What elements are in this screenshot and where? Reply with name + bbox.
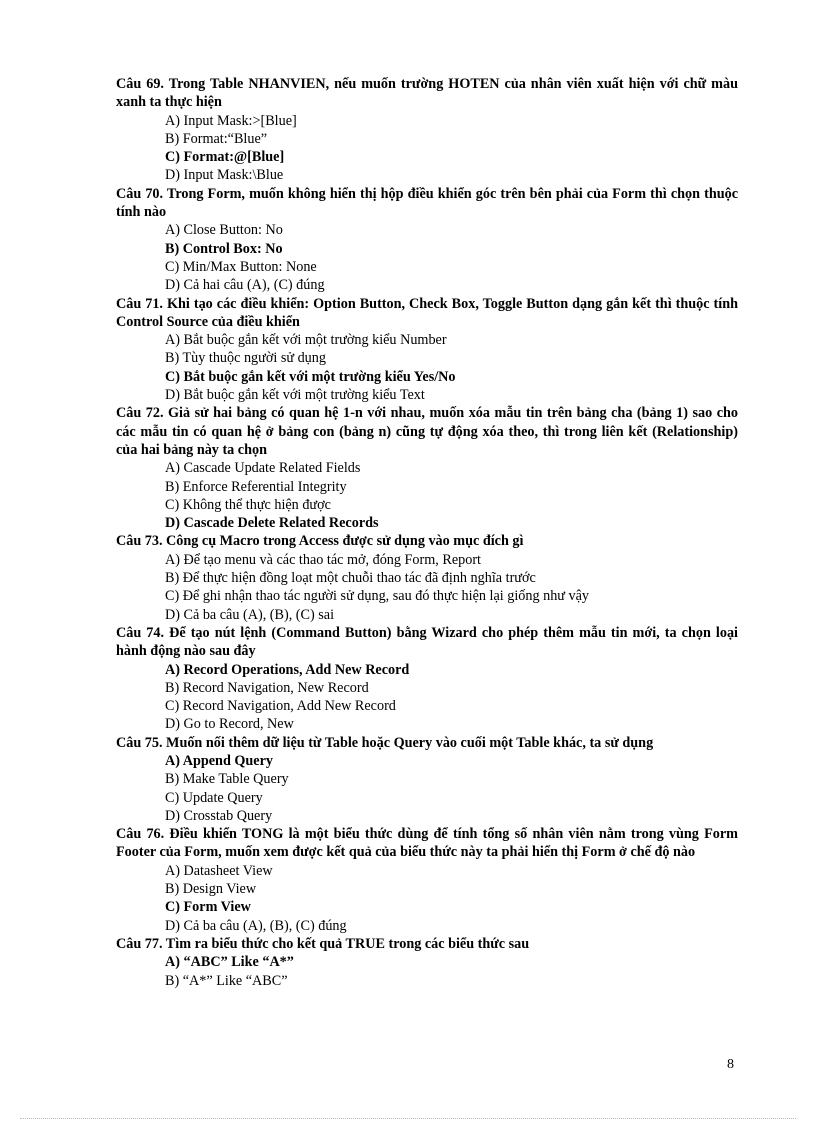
answer-option-correct: B) Control Box: No (165, 240, 283, 257)
answer-option-correct: C) Format:@[Blue] (165, 149, 285, 166)
question-block (116, 75, 738, 185)
answer-options (116, 661, 738, 734)
question-block (116, 404, 738, 532)
answer-option: A) Datasheet View (165, 862, 273, 879)
answer-option: B) Tùy thuộc người sử dụng (165, 350, 326, 367)
answer-option-correct: A) Append Query (165, 752, 273, 769)
answer-option: D) Cả ba câu (A), (B), (C) đúng (165, 917, 347, 934)
question-text: Câu 73. Công cụ Macro trong Access được sử dụng vào mục đích gì (116, 533, 524, 550)
question-text: Câu 71. Khi tạo các điều khiển: Option Button, Check Box, Toggle Button dạng gắn kết thì thuộc tính Control Source của điều khiển (116, 295, 738, 330)
answer-option: B) Để thực hiện đồng loạt một chuỗi thao tác đã định nghĩa trước (165, 570, 536, 587)
question-block (116, 185, 738, 295)
answer-option: B) Enforce Referential Integrity (165, 478, 347, 495)
answer-option: B) Design View (165, 881, 257, 898)
footer-divider (20, 1118, 796, 1119)
question-text: Câu 70. Trong Form, muốn không hiển thị hộp điều khiển góc trên bên phải của Form thì chọn thuộc tính nào (116, 185, 738, 221)
answer-option: A) Cascade Update Related Fields (165, 460, 361, 477)
answer-option-correct: A) Record Operations, Add New Record (165, 661, 410, 678)
question-text: Câu 77. Tìm ra biểu thức cho kết quả TRUE trong các biểu thức sau (116, 935, 530, 952)
question-block (116, 935, 738, 990)
answer-option-correct: A) “ABC” Like “A*” (165, 954, 294, 971)
question-text: Câu 69. Trong Table NHANVIEN, nếu muốn trường HOTEN của nhân viên xuất hiện với chữ màu xanh ta thực hiện (116, 76, 738, 111)
answer-options (116, 551, 738, 624)
question-block (116, 734, 738, 825)
answer-option: A) Để tạo menu và các thao tác mở, đóng Form, Report (165, 551, 481, 568)
question-text: Câu 75. Muốn nối thêm dữ liệu từ Table hoặc Query vào cuối một Table khác, ta sử dụng (116, 734, 654, 751)
answer-option-correct: C) Bắt buộc gắn kết với một trường kiểu Yes/No (165, 368, 456, 385)
question-text: Câu 74. Để tạo nút lệnh (Command Button) bằng Wizard cho phép thêm mẫu tin mới, ta chọn loại hành động nào sau đây (116, 624, 738, 660)
answer-option: C) Update Query (165, 789, 263, 806)
answer-option: A) Input Mask:>[Blue] (165, 112, 297, 129)
question-text: Câu 72. Giả sử hai bảng có quan hệ 1-n với nhau, muốn xóa mẫu tin trên bảng cha (bảng 1) sao cho các mẫu tin có quan hệ ở bảng con (bảng n) cũng tự động xóa theo, thì trong liên kết (Relationship) của hai bảng này ta chọn (116, 405, 738, 458)
answer-option: D) Bắt buộc gắn kết với một trường kiểu Text (165, 387, 425, 404)
answer-option: D) Go to Record, New (165, 716, 294, 733)
answer-options (116, 459, 738, 532)
answer-option: A) Close Button: No (165, 222, 283, 239)
question-block (116, 532, 738, 623)
page-number: 8 (727, 1057, 734, 1072)
answer-option-correct: C) Form View (165, 899, 251, 916)
answer-option: D) Input Mask:\Blue (165, 167, 284, 184)
answer-option: C) Để ghi nhận thao tác người sử dụng, sau đó thực hiện lại giống như vậy (165, 588, 590, 605)
answer-option: D) Cả hai câu (A), (C) đúng (165, 277, 325, 294)
answer-options (116, 112, 738, 185)
question-block (116, 825, 738, 935)
answer-option: A) Bắt buộc gắn kết với một trường kiểu Number (165, 332, 447, 349)
answer-option: C) Min/Max Button: None (165, 258, 317, 275)
answer-options (116, 221, 738, 294)
answer-options (116, 331, 738, 404)
answer-option: B) “A*” Like “ABC” (165, 972, 288, 989)
answer-option: C) Record Navigation, Add New Record (165, 698, 396, 715)
answer-options (116, 862, 738, 935)
answer-option: C) Không thể thực hiện được (165, 496, 331, 513)
question-list (116, 75, 738, 990)
question-block (116, 624, 738, 734)
answer-option-correct: D) Cascade Delete Related Records (165, 515, 379, 532)
answer-option: D) Crosstab Query (165, 807, 273, 824)
answer-options (116, 752, 738, 825)
answer-option: B) Make Table Query (165, 771, 289, 788)
answer-option: D) Cả ba câu (A), (B), (C) sai (165, 606, 335, 623)
answer-option: B) Format:“Blue” (165, 130, 268, 147)
question-text: Câu 76. Điều khiển TONG là một biểu thức dùng để tính tổng số nhân viên nằm trong vùng Form Footer của Form, muốn xem được kết quả của biểu thức này ta phải hiển thị Form ở chế độ nào (116, 826, 738, 861)
answer-option: B) Record Navigation, New Record (165, 679, 369, 696)
answer-options (116, 953, 738, 990)
question-block (116, 295, 738, 405)
